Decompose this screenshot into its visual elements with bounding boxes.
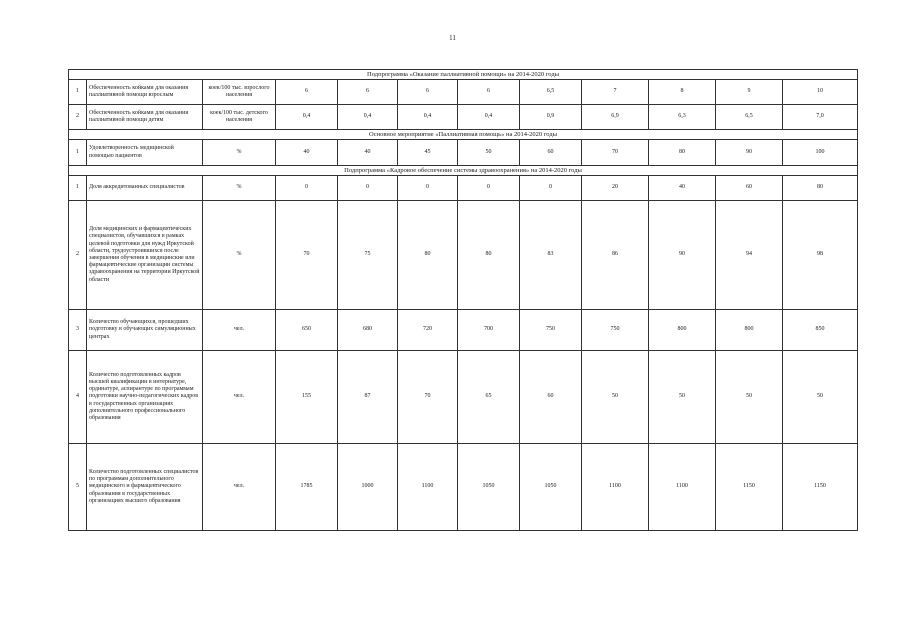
value-cell: 1100 xyxy=(582,444,649,531)
value-cell: 800 xyxy=(649,310,716,351)
value-cell: 650 xyxy=(276,310,338,351)
value-cell: 6,3 xyxy=(649,105,716,130)
value-cell: 50 xyxy=(458,140,520,166)
unit-of-measure: % xyxy=(203,201,276,310)
value-cell: 1050 xyxy=(520,444,582,531)
table-row xyxy=(69,310,858,351)
value-cell: 7 xyxy=(582,80,649,105)
value-cell: 680 xyxy=(338,310,398,351)
value-cell: 1050 xyxy=(458,444,520,531)
row-number: 2 xyxy=(69,201,87,310)
indicator-name: Доля медицинских и фармацевтических специалистов, обучавшихся в рамках целевой подготовки для нужд Иркутской области, трудоустроившихся после завершения обучения в медицинские или фармацевтические организации системы здравоохранения на территории Иркутской области xyxy=(87,201,203,310)
value-cell: 1150 xyxy=(783,444,858,531)
value-cell: 0,9 xyxy=(520,105,582,130)
value-cell: 0 xyxy=(398,176,458,201)
value-cell: 50 xyxy=(716,351,783,444)
section-title: Подпрограмма «Оказание паллиативной помощи» на 2014-2020 годы xyxy=(69,70,858,80)
value-cell: 1100 xyxy=(649,444,716,531)
value-cell: 9 xyxy=(716,80,783,105)
value-cell: 850 xyxy=(783,310,858,351)
value-cell: 8 xyxy=(649,80,716,105)
value-cell: 98 xyxy=(783,201,858,310)
value-cell: 80 xyxy=(783,176,858,201)
value-cell: 7,0 xyxy=(783,105,858,130)
value-cell: 0,4 xyxy=(458,105,520,130)
value-cell: 800 xyxy=(716,310,783,351)
value-cell: 6,9 xyxy=(582,105,649,130)
value-cell: 1150 xyxy=(716,444,783,531)
value-cell: 700 xyxy=(458,310,520,351)
indicator-name: Доля аккредитованных специалистов xyxy=(87,176,203,201)
indicators-table xyxy=(68,69,858,531)
section-header-row xyxy=(69,166,858,176)
row-number: 2 xyxy=(69,105,87,130)
unit-of-measure: % xyxy=(203,140,276,166)
value-cell: 40 xyxy=(276,140,338,166)
value-cell: 100 xyxy=(783,140,858,166)
value-cell: 750 xyxy=(520,310,582,351)
section-title: Подпрограмма «Кадровое обеспечение системы здравоохранения» на 2014-2020 годы xyxy=(69,166,858,176)
row-number: 1 xyxy=(69,140,87,166)
value-cell: 40 xyxy=(649,176,716,201)
value-cell: 60 xyxy=(520,140,582,166)
value-cell: 10 xyxy=(783,80,858,105)
table-body xyxy=(69,70,858,531)
indicator-name: Обеспеченность койками для оказания паллиативной помощи взрослым xyxy=(87,80,203,105)
value-cell: 50 xyxy=(582,351,649,444)
indicator-name: Количество подготовленных кадров высшей квалификации в интернатуре, ординатуре, аспирантуре по программам подготовки научно-педагогических кадров в государственных организациях дополнительного профессионального образования xyxy=(87,351,203,444)
value-cell: 80 xyxy=(649,140,716,166)
value-cell: 50 xyxy=(783,351,858,444)
table-row xyxy=(69,176,858,201)
value-cell: 70 xyxy=(398,351,458,444)
page-number: 11 xyxy=(449,34,456,42)
value-cell: 80 xyxy=(458,201,520,310)
row-number: 3 xyxy=(69,310,87,351)
table-row xyxy=(69,351,858,444)
value-cell: 0,4 xyxy=(276,105,338,130)
value-cell: 80 xyxy=(398,201,458,310)
value-cell: 0,4 xyxy=(398,105,458,130)
indicator-name: Удовлетворенность медицинской помощью пациентов xyxy=(87,140,203,166)
indicator-name: Количество подготовленных специалистов по программам дополнительного медицинского и фармацевтического образования в государственных организациях высшего образования xyxy=(87,444,203,531)
section-header-row xyxy=(69,70,858,80)
unit-of-measure: % xyxy=(203,176,276,201)
value-cell: 70 xyxy=(582,140,649,166)
unit-of-measure: чел. xyxy=(203,310,276,351)
value-cell: 94 xyxy=(716,201,783,310)
value-cell: 6 xyxy=(338,80,398,105)
section-header-row xyxy=(69,130,858,140)
value-cell: 50 xyxy=(649,351,716,444)
row-number: 1 xyxy=(69,176,87,201)
value-cell: 45 xyxy=(398,140,458,166)
value-cell: 6 xyxy=(398,80,458,105)
value-cell: 86 xyxy=(582,201,649,310)
section-title: Основное мероприятие «Паллиативная помощь» на 2014-2020 годы xyxy=(69,130,858,140)
value-cell: 40 xyxy=(338,140,398,166)
value-cell: 83 xyxy=(520,201,582,310)
value-cell: 90 xyxy=(716,140,783,166)
value-cell: 0,4 xyxy=(338,105,398,130)
value-cell: 0 xyxy=(458,176,520,201)
value-cell: 60 xyxy=(716,176,783,201)
value-cell: 1000 xyxy=(338,444,398,531)
value-cell: 155 xyxy=(276,351,338,444)
value-cell: 1100 xyxy=(398,444,458,531)
value-cell: 60 xyxy=(520,351,582,444)
value-cell: 65 xyxy=(458,351,520,444)
unit-of-measure: коек/100 тыс. взрослого населения xyxy=(203,80,276,105)
table-row xyxy=(69,444,858,531)
row-number: 1 xyxy=(69,80,87,105)
value-cell: 20 xyxy=(582,176,649,201)
value-cell: 75 xyxy=(338,201,398,310)
value-cell: 720 xyxy=(398,310,458,351)
value-cell: 1785 xyxy=(276,444,338,531)
value-cell: 6 xyxy=(458,80,520,105)
value-cell: 0 xyxy=(276,176,338,201)
indicator-name: Количество обучающихся, прошедших подготовку в обучающих симуляционных центрах xyxy=(87,310,203,351)
unit-of-measure: чел. xyxy=(203,444,276,531)
table-row xyxy=(69,201,858,310)
row-number: 4 xyxy=(69,351,87,444)
value-cell: 6,5 xyxy=(716,105,783,130)
value-cell: 70 xyxy=(276,201,338,310)
value-cell: 0 xyxy=(338,176,398,201)
row-number: 5 xyxy=(69,444,87,531)
unit-of-measure: коек/100 тыс. детского населения xyxy=(203,105,276,130)
value-cell: 6,5 xyxy=(520,80,582,105)
indicator-name: Обеспеченность койками для оказания паллиативной помощи детям xyxy=(87,105,203,130)
table-row xyxy=(69,105,858,130)
value-cell: 90 xyxy=(649,201,716,310)
value-cell: 6 xyxy=(276,80,338,105)
unit-of-measure: чел. xyxy=(203,351,276,444)
table-row xyxy=(69,140,858,166)
value-cell: 750 xyxy=(582,310,649,351)
value-cell: 0 xyxy=(520,176,582,201)
table-row xyxy=(69,80,858,105)
value-cell: 87 xyxy=(338,351,398,444)
